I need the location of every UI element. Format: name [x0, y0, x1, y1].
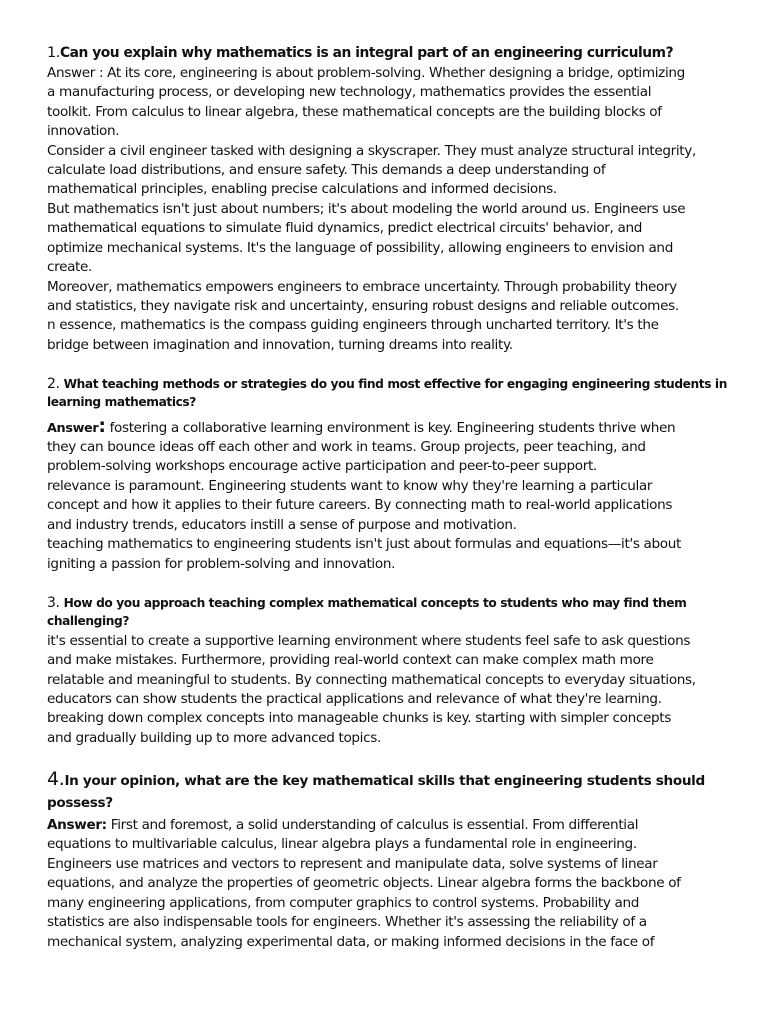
answer-4-label: Answer:	[47, 817, 107, 833]
answer-1-line: calculate load distributions, and ensure safety. This demands a deep understanding of	[47, 162, 606, 178]
answer-4-line: Engineers use matrices and vectors to represent and manipulate data, solve systems of linear	[47, 856, 658, 872]
answer-4-line: Answer: First and foremost, a solid understanding of calculus is essential. From differential	[47, 817, 639, 833]
answer-2-line: Answer: fostering a collaborative learning environment is key. Engineering students thrive when	[47, 415, 676, 437]
question-2-number: 2.	[47, 376, 64, 392]
answer-3-line: educators can show students the practical applications and relevance of what they're learning.	[47, 691, 662, 707]
question-3-heading-cont: challenging?	[47, 614, 129, 628]
answer-1-line: Answer : At its core, engineering is about problem-solving. Whether designing a bridge, optimizing	[47, 65, 685, 81]
answer-2-line: and industry trends, educators instill a sense of purpose and motivation.	[47, 517, 517, 533]
question-3-text: How do you approach teaching complex mathematical concepts to students who may find them	[63, 596, 687, 610]
answer-1-line: a manufacturing process, or developing new technology, mathematics provides the essential	[47, 84, 652, 100]
question-1-heading	[47, 44, 673, 63]
answer-3-line: and gradually building up to more advanced topics.	[47, 730, 381, 746]
answer-3-line: it's essential to create a supportive learning environment where students feel safe to ask questions	[47, 633, 691, 649]
answer-1-line: optimize mechanical systems. It's the language of possibility, allowing engineers to envision and	[47, 240, 673, 256]
answer-1-line: Moreover, mathematics empowers engineers to embrace uncertainty. Through probability theory	[47, 279, 677, 295]
question-4-heading-cont: possess?	[47, 795, 113, 811]
question-3-heading	[47, 594, 686, 613]
question-2-text: What teaching methods or strategies do you find most effective for engaging engineering students in	[63, 377, 727, 391]
question-2-heading-cont: learning mathematics?	[47, 395, 196, 409]
answer-1-line: and statistics, they navigate risk and uncertainty, ensuring robust designs and reliable outcomes.	[47, 298, 679, 314]
answer-1-line: n essence, mathematics is the compass guiding engineers through uncharted territory. It's the	[47, 317, 659, 333]
answer-2-line: relevance is paramount. Engineering students want to know why they're learning a particular	[47, 478, 653, 494]
answer-1-line: Consider a civil engineer tasked with designing a skyscraper. They must analyze structural integrity,	[47, 143, 696, 159]
answer-4-line: equations to multivariable calculus, linear algebra plays a fundamental role in engineering.	[47, 836, 637, 852]
question-4-text: In your opinion, what are the key mathematical skills that engineering students should	[64, 773, 705, 789]
question-1-number: 1.	[47, 45, 60, 61]
answer-3-line: breaking down complex concepts into manageable chunks is key. starting with simpler concepts	[47, 710, 671, 726]
answer-1-line: bridge between imagination and innovation, turning dreams into reality.	[47, 337, 513, 353]
answer-1-line: mathematical principles, enabling precise calculations and informed decisions.	[47, 181, 557, 197]
answer-4-line: mechanical system, analyzing experimental data, or making informed decisions in the face of	[47, 934, 655, 950]
answer-4-line: statistics are also indispensable tools for engineers. Whether it's assessing the reliability of a	[47, 914, 647, 930]
answer-1-label: Answer :	[47, 65, 108, 81]
answer-3-line: relatable and meaningful to students. By connecting mathematical concepts to everyday situations,	[47, 672, 696, 688]
question-4-heading	[47, 770, 705, 791]
answer-4-line: equations, and analyze the properties of geometric objects. Linear algebra forms the backbone of	[47, 875, 681, 891]
answer-1-line: But mathematics isn't just about numbers; it's about modeling the world around us. Engineers use	[47, 201, 686, 217]
answer-1-line: innovation.	[47, 123, 120, 139]
question-4-number: 4.	[47, 768, 65, 790]
answer-3-line: and make mistakes. Furthermore, providing real-world context can make complex math more	[47, 652, 654, 668]
answer-2-line: teaching mathematics to engineering students isn't just about formulas and equations—it's about	[47, 536, 682, 552]
answer-2-line: problem-solving workshops encourage active participation and peer-to-peer support.	[47, 458, 597, 474]
answer-2-line: concept and how it applies to their future careers. By connecting math to real-world applications	[47, 497, 673, 513]
answer-2-line: igniting a passion for problem-solving and innovation.	[47, 556, 396, 572]
answer-2-line: they can bounce ideas off each other and work in teams. Group projects, peer teaching, and	[47, 439, 646, 455]
question-3-number: 3.	[47, 595, 64, 611]
answer-4-line: many engineering applications, from computer graphics to control systems. Probability and	[47, 895, 640, 911]
answer-1-line: toolkit. From calculus to linear algebra, these mathematical concepts are the building blocks of	[47, 104, 662, 120]
answer-1-line: mathematical equations to simulate fluid dynamics, predict electrical circuits' behavior, and	[47, 220, 642, 236]
answer-1-line: create.	[47, 259, 93, 275]
question-1-text: Can you explain why mathematics is an integral part of an engineering curriculum?	[59, 45, 674, 61]
question-2-heading	[47, 375, 727, 394]
answer-2-label: Answer	[47, 421, 99, 436]
